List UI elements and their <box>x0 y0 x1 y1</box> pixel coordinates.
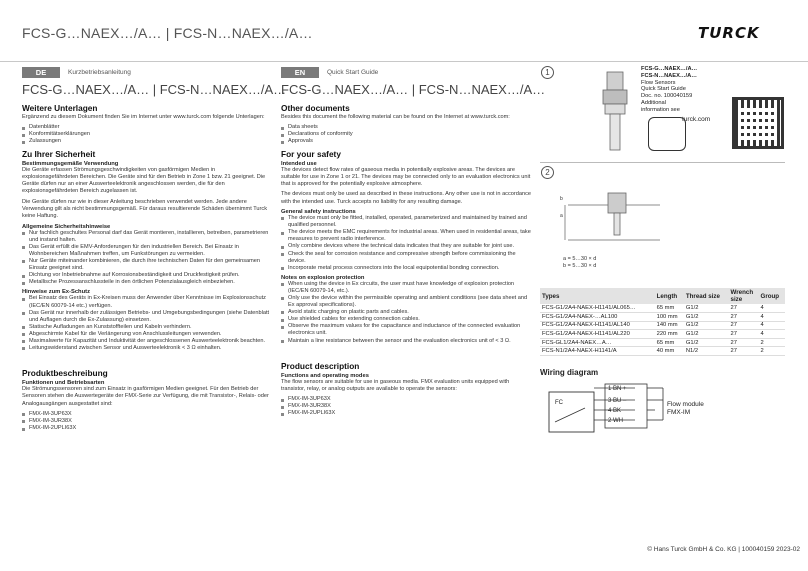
sensor-figure-1 <box>585 70 645 160</box>
cell: G1/2 <box>684 321 729 330</box>
list-item: Statische Aufladungen an Kunststoffteilen und Kabeln verhindern. <box>22 324 272 331</box>
heading: Zu Ihrer Sicherheit <box>22 148 96 159</box>
subheading: Notes on explosion protection <box>281 274 365 281</box>
cell: 27 <box>729 313 759 322</box>
table-row <box>540 313 785 322</box>
wiring-fc: FC <box>555 400 563 406</box>
divider <box>540 162 785 163</box>
list-item: Konformitätserklärungen <box>22 131 272 138</box>
list-item: Abgeschirmte Kabel für die Verlängerung von Anschlussleitungen verwenden. <box>22 331 272 338</box>
list-item: FMX-IM-2UPLI63X <box>22 425 272 432</box>
info-line: Additional <box>641 99 666 106</box>
cell: 2 <box>759 347 785 356</box>
list-item: Datenblätter <box>22 124 272 131</box>
paragraph: Die Geräte dürfen nur wie in dieser Anleitung beschrieben verwendet werden. Jede andere Verwendung gilt als nicht bestimmungsgemäß. Für daraus resultierende Schäden übernimmt Turck keine Haftung. <box>22 198 268 220</box>
table-row <box>540 338 785 347</box>
list-item: The device meets the EMC requirements for industrial areas. When used in residential areas, take measures to prevent radio interference. <box>281 229 531 243</box>
paragraph: Die Geräte erfassen Strömungsgeschwindigkeiten von gasförmigen Medien in explosionsgefährdeten Bereichen. Die Geräte sind für den Betrieb in Zone 1 bzw. 21 geeignet. Die Geräte dürfen nur an einer Auswerteelektronik angeschlossen werden, die für den explosionsgefährdeten Bereich zugelassen ist. <box>22 166 266 195</box>
list-item: Metallische Prozessanschlussteile in den örtlichen Potenzialausgleich einbeziehen. <box>22 279 272 286</box>
list-item: Declarations of conformity <box>281 131 531 138</box>
wire-bn: 1 BN + <box>608 386 627 392</box>
list-item: Nur fachlich geschultes Personal darf das Gerät montieren, installieren, betreiben, parametrieren und instand halten. <box>22 230 272 244</box>
cell: 27 <box>729 338 759 347</box>
module-label-1: Flow module <box>667 401 704 408</box>
list-item: Leitungswiderstand zwischen Sensor und Auswerteelektronik < 3 Ω einhalten. <box>22 345 272 352</box>
cell: 140 mm <box>655 321 684 330</box>
dimension-a: a = 5…30 × d <box>563 256 597 262</box>
cell: FCS-G1/2A4-NAEX-…AL100 <box>540 313 655 322</box>
doc-list <box>281 124 531 145</box>
paragraph: Ergänzend zu diesem Dokument finden Sie im Internet unter www.turck.com folgende Unterlagen: <box>22 114 265 120</box>
table-row <box>540 304 785 313</box>
product-list <box>281 396 531 417</box>
cell: 4 <box>759 304 785 313</box>
dimension-b: b = 5…30 × d <box>563 262 597 269</box>
cell: 27 <box>729 321 759 330</box>
lang-badge-de: DE <box>22 67 60 78</box>
subheading: Functions and operating modes <box>281 372 369 379</box>
cell: G1/2 <box>684 313 729 322</box>
table-row <box>540 321 785 330</box>
list-item: Check the seal for corrosion resistance and compressive strength before commissioning the device. <box>281 251 531 265</box>
subheading: General safety instructions <box>281 209 356 216</box>
cell: FCS-N1/2A4-NAEX-H1141/A <box>540 347 655 356</box>
cell: FCS-GL1/2A4-NAEX…A… <box>540 338 655 347</box>
list-item: Dichtung vor Inbetriebnahme auf Korrosionsbeständigkeit und Druckfestigkeit prüfen. <box>22 272 272 279</box>
list-item: FMX-IM-3UR38X <box>281 403 531 410</box>
list-item: Zulassungen <box>22 138 272 145</box>
info-line: Quick Start Guide <box>641 86 686 93</box>
ex-list <box>22 295 272 352</box>
cell: 2 <box>759 338 785 347</box>
heading: Other documents <box>281 103 350 113</box>
tagline-en: Quick Start Guide <box>327 68 379 76</box>
list-item: Bei Einsatz des Geräts in Ex-Kreisen muss der Anwender über Kenntnisse im Explosionsschutz (IEC/EN 60079-14 etc.) verfügen. <box>22 295 272 309</box>
list-item: Das Gerät nur innerhalb der zulässigen Betriebs- und Umgebungsbedingungen (siehe Datenblatt und Auflagen durch die Ex-Zulassung) einsetzen. <box>22 310 272 324</box>
cell: 65 mm <box>655 338 684 347</box>
column-title-de: FCS-G…NAEX…/A… | FCS-N…NAEX…/A… <box>22 82 287 97</box>
cell: G1/2 <box>684 338 729 347</box>
list-item: Avoid static charging on plastic parts and cables. <box>281 309 531 316</box>
list-item: The device must only be fitted, installed, operated, parameterized and maintained by trained and qualified personnel. <box>281 215 531 229</box>
column-en <box>281 66 546 421</box>
cell: 220 mm <box>655 330 684 339</box>
figure-number-1: 1 <box>541 66 554 79</box>
wire-wh: 2 WH <box>608 418 623 424</box>
list-item: Approvals <box>281 138 531 145</box>
info-line: Doc. no. 100040159 <box>641 93 693 100</box>
heading: Weitere Unterlagen <box>22 103 98 113</box>
list-item: Incorporate metal process connectors into the local equipotential bonding connection. <box>281 265 531 272</box>
table-row <box>540 330 785 339</box>
types-table <box>540 288 785 356</box>
info-icon <box>648 117 686 151</box>
svg-text:b: b <box>560 196 563 202</box>
paragraph: The devices detect flow rates of gaseous media in potentially explosive areas. The devices are suitable for use in Zone 1 or 21. The devices may be connected only to an evaluation electronics unit that is approved for the potentially explosive atmosphere. <box>281 166 531 188</box>
cell: 27 <box>729 330 759 339</box>
paragraph: The devices must only be used as described in these instructions. Any other use is not in accordance with the intended use. Turck accepts no liability for any resulting damage. <box>281 191 531 205</box>
table-header: Thread size <box>684 288 729 304</box>
list-item: Data sheets <box>281 124 531 131</box>
cell: 4 <box>759 330 785 339</box>
safety-list <box>22 230 272 287</box>
footer: © Hans Turck GmbH & Co. KG | 100040159 2023-02 <box>647 546 800 553</box>
cell: G1/2 <box>684 330 729 339</box>
table-header: Group <box>759 288 785 304</box>
list-item: Das Gerät erfüllt die EMV-Anforderungen für den industriellen Bereich. Bei Einsatz in Wohnbereichen Maßnahmen treffen, um Funkstörungen zu vermeiden. <box>22 244 272 258</box>
wiring-title: Wiring diagram <box>540 368 599 377</box>
doc-list <box>22 124 272 145</box>
qr-code-icon[interactable] <box>732 97 784 149</box>
page-title: FCS-G…NAEX…/A… | FCS-N…NAEX…/A… <box>22 25 313 41</box>
dimension-note <box>563 256 596 269</box>
cell: FCS-G1/2A4-NAEX-H1141/AL220 <box>540 330 655 339</box>
list-item: Maximalwerte für Kapazität und Induktivität der angeschlossenen Auswerteelektronik beachten. <box>22 338 272 345</box>
info-line: FCS-G…NAEX…/A… <box>641 66 698 72</box>
subheading: Intended use <box>281 160 317 167</box>
cell: 40 mm <box>655 347 684 356</box>
list-item: FMX-IM-3UP63X <box>281 396 531 403</box>
list-item: FMX-IM-3UP63X <box>22 411 272 418</box>
list-item: Observe the maximum values for the capacitance and inductance of the connected evaluation electronics unit. <box>281 323 531 337</box>
info-line: FCS-N…NAEX…/A… <box>641 72 697 79</box>
figure-number-2: 2 <box>541 166 554 179</box>
list-item: Nur Geräte miteinander kombinieren, die durch ihre technischen Daten für den gemeinsamen Einsatz geeignet sind. <box>22 258 272 272</box>
safety-list <box>281 215 531 272</box>
cell: 65 mm <box>655 304 684 313</box>
table-row <box>540 347 785 356</box>
header <box>0 0 808 62</box>
heading: For your safety <box>281 148 341 159</box>
table-header: Length <box>655 288 684 304</box>
list-item: When using the device in Ex circuits, the user must have knowledge of explosion protection (IEC/EN 60079-14, etc.). <box>281 281 531 295</box>
tagline-de: Kurzbetriebsanleitung <box>68 68 131 76</box>
paragraph: The flow sensors are suitable for use in gaseous media. FMX evaluation units equipped with transistor, relay, or analog outputs are available to operate the sensors: <box>281 378 510 392</box>
lang-badge-en: EN <box>281 67 319 78</box>
wire-bu: 3 BU – <box>608 398 627 404</box>
heading: Produktbeschreibung <box>22 368 108 379</box>
list-item: Only use the device within the permissible operating and ambient conditions (see data sheet and Ex approval specifications). <box>281 295 531 309</box>
product-list <box>22 411 272 432</box>
table-header: Types <box>540 288 655 304</box>
wiring-diagram <box>545 380 745 455</box>
cell: 100 mm <box>655 313 684 322</box>
list-item: Only combine devices where the technical data indicates that they are suitable for joint use. <box>281 243 531 250</box>
list-item: Maintain a line resistance between the sensor and the evaluation electronics unit of < 3 Ω. <box>281 338 531 345</box>
subheading: Bestimmungsgemäße Verwendung <box>22 160 119 167</box>
turck-logo: TURCK <box>698 24 760 42</box>
cell: 4 <box>759 321 785 330</box>
table-header: Wrench size <box>729 288 759 304</box>
svg-text:a: a <box>560 213 563 219</box>
turck-link[interactable]: turck.com <box>682 116 711 123</box>
info-line: information see <box>641 106 680 113</box>
module-label-2: FMX-IM <box>667 409 691 416</box>
list-item: FMX-IM-3UR38X <box>22 418 272 425</box>
cell: FCS-G1/2A4-NAEX-H1141/AL065… <box>540 304 655 313</box>
heading: Product description <box>281 360 360 371</box>
column-title-en: FCS-G…NAEX…/A… | FCS-N…NAEX…/A… <box>281 82 546 97</box>
info-box <box>641 66 721 114</box>
cell: G1/2 <box>684 304 729 313</box>
cell: N1/2 <box>684 347 729 356</box>
cell: 27 <box>729 347 759 356</box>
cell: FCS-G1/2A4-NAEX-H1141/AL140 <box>540 321 655 330</box>
subheading: Allgemeine Sicherheitshinweise <box>22 223 111 230</box>
paragraph: Die Strömungssensoren sind zum Einsatz in gasförmigen Medien geeignet. Für den Betrieb der Sensoren stehen die Auswertegeräte der FMX-Serie zur Verfügung, die mit Transistor-, Relais- oder Analogausgängen ausgestattet sind: <box>22 386 269 407</box>
subheading: Hinweise zum Ex-Schutz <box>22 289 90 296</box>
ex-list <box>281 281 531 345</box>
list-item: Use shielded cables for extending connection cables. <box>281 316 531 323</box>
wire-bk: 4 BK <box>608 408 622 414</box>
cell: 4 <box>759 313 785 322</box>
list-item: FMX-IM-2UPLI63X <box>281 410 531 417</box>
paragraph: Besides this document the following material can be found on the Internet at www.turck.com: <box>281 114 510 120</box>
column-de <box>22 66 287 435</box>
cell: 27 <box>729 304 759 313</box>
info-line: Flow Sensors <box>641 79 676 86</box>
subheading: Funktionen und Betriebsarten <box>22 380 105 387</box>
